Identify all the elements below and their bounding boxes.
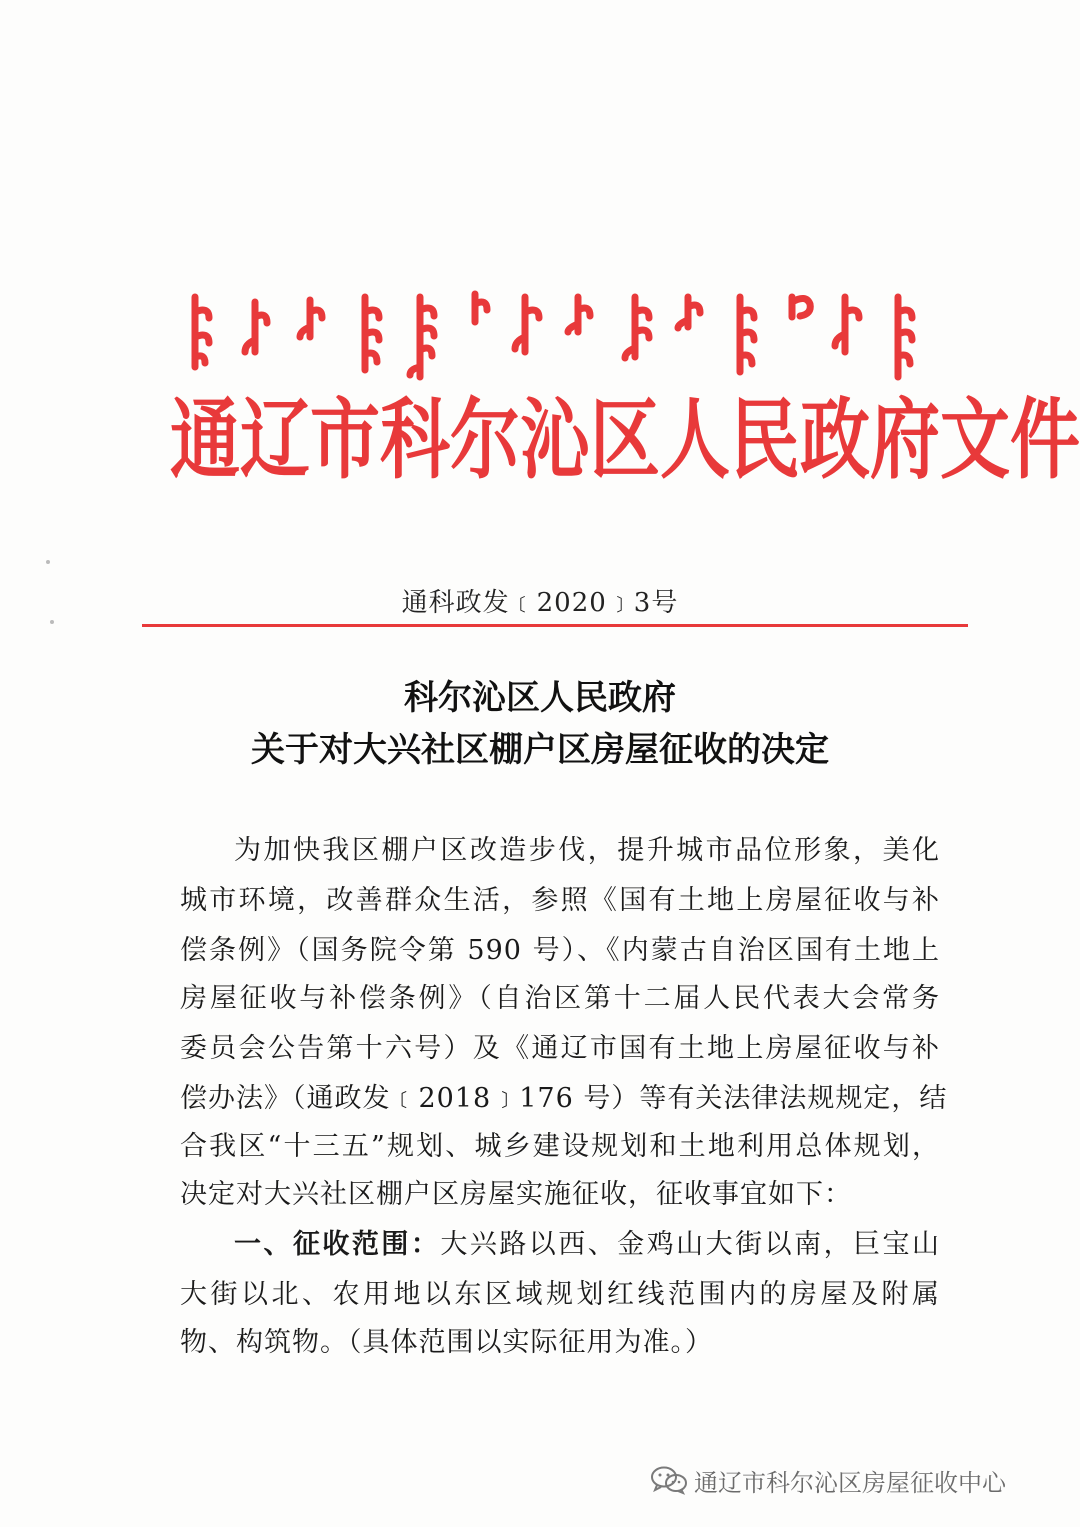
paragraph-line: 城市环境，改善群众生活，参照《国有土地上房屋征收与补 [180, 885, 940, 916]
paragraph-line: 委员会公告第十六号）及《通辽市国有土地上房屋征收与补 [180, 1033, 940, 1064]
paragraph-line: 决定对大兴社区棚户区房屋实施征收，征收事宜如下： [180, 1179, 852, 1210]
section-1-text: 大兴路以西、金鸡山大街以南，巨宝山 [440, 1229, 941, 1260]
paragraph-line: 为加快我区棚户区改造步伐，提升城市品位形象，美化 [234, 835, 940, 866]
issuer-heading: 通辽市科尔沁区人民政府文件 [170, 388, 1080, 492]
document-title-line-1: 科尔沁区人民政府 [404, 678, 676, 718]
source-watermark [650, 1462, 1006, 1498]
document-title-line-2: 关于对大兴社区棚户区房屋征收的决定 [251, 730, 829, 770]
paragraph-line: 房屋征收与补偿条例》（自治区第十二届人民代表大会常务 [180, 983, 940, 1014]
red-divider-line [142, 624, 968, 627]
document-number: 通科政发﹝2020﹞3号 [401, 588, 679, 618]
section-1-first-line [234, 1222, 940, 1261]
paragraph-line: 大街以北、农用地以东区域规划红线范围内的房屋及附属 [180, 1279, 940, 1310]
section-1-label: 一、征收范围： [234, 1229, 441, 1260]
watermark-text: 通辽市科尔沁区房屋征收中心 [694, 1468, 1006, 1497]
paragraph-line: 偿条例》（国务院令第 590 号）、《内蒙古自治区国有土地上 [180, 935, 940, 966]
wechat-icon [650, 1465, 688, 1495]
paragraph-line: 偿办法》（通政发﹝2018﹞176 号）等有关法律法规规定，结 [180, 1083, 948, 1114]
scan-speck [50, 620, 54, 624]
scan-speck [46, 560, 50, 564]
paragraph-line: 物、构筑物。（具体范围以实际征用为准。） [180, 1327, 713, 1358]
paragraph-line: 合我区“十三五”规划、城乡建设规划和土地利用总体规划， [180, 1131, 940, 1162]
